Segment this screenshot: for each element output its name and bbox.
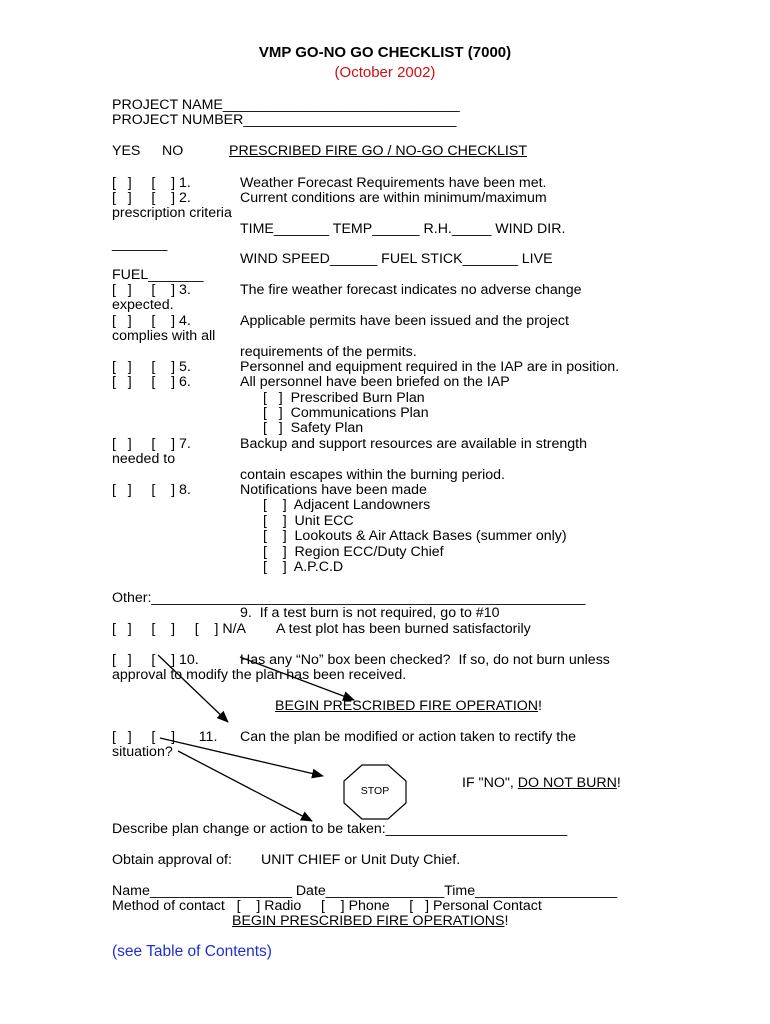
item-3-text: The fire weather forecast indicates no adverse change [240, 282, 582, 298]
yes-column-header: YES [112, 143, 141, 159]
item-4-text: Applicable permits have been issued and the project [240, 313, 569, 329]
item-3-checkboxes: [ ] [ ] 3. [112, 282, 191, 298]
item-2-wind-dir-blank: _______ [112, 236, 168, 252]
item-2-live-fuel: FUEL_______ [112, 267, 204, 283]
project-number-field: PROJECT NUMBER___________________________ [112, 112, 457, 128]
item-9-text: 9. If a test burn is not required, go to #10 [240, 605, 500, 621]
document-date: (October 2002) [334, 64, 436, 81]
item-6-safety-plan: [ ] Safety Plan [263, 420, 364, 436]
project-name-field: PROJECT NAME______________________________ [112, 97, 460, 113]
table-of-contents-link[interactable]: (see Table of Contents) [112, 943, 272, 960]
test-plot-text: A test plot has been burned satisfactorily [276, 621, 531, 637]
item-10-checkboxes: [ ] [ ] 10. [112, 652, 199, 668]
item-7-continuation: needed to [112, 451, 176, 467]
name-date-time-line: Name__________________ Date_______________Time__________________ [112, 883, 618, 899]
item-5-text: Personnel and equipment required in the IAP are in position. [240, 359, 620, 375]
begin-operation-text: BEGIN PRESCRIBED FIRE OPERATION [275, 698, 539, 714]
item-6-communications-plan: [ ] Communications Plan [263, 405, 429, 421]
item-4-continuation-2: requirements of the permits. [240, 344, 417, 360]
if-no-text: IF "NO", [462, 775, 518, 791]
approval-label: Obtain approval of: [112, 852, 232, 868]
item-1-text: Weather Forecast Requirements have been met. [240, 175, 547, 191]
item-11-text: Can the plan be modified or action taken to rectify the [240, 729, 576, 745]
item-5-checkboxes: [ ] [ ] 5. [112, 359, 191, 375]
item-6-burn-plan: [ ] Prescribed Burn Plan [263, 390, 425, 406]
item-2-weather-line-1: TIME_______ TEMP______ R.H._____ WIND DIR. [240, 221, 566, 237]
document-title: VMP GO-NO GO CHECKLIST (7000) [258, 44, 512, 61]
begin-operations-mark: ! [504, 913, 509, 929]
do-not-burn-mark: ! [616, 775, 621, 791]
arrow-10-to-11 [158, 655, 228, 722]
item-8-checkboxes: [ ] [ ] 8. [112, 482, 191, 498]
item-7-continuation-2: contain escapes within the burning period. [240, 467, 506, 483]
test-plot-checkboxes: [ ] [ ] [ ] N/A [112, 621, 247, 637]
item-10-text: Has any “No” box been checked? If so, do not burn unless [240, 652, 610, 668]
other-field: Other:_______________________________________________________ [112, 590, 586, 606]
item-2-weather-line-2: WIND SPEED______ FUEL STICK_______ LIVE [240, 251, 553, 267]
item-2-continuation: prescription criteria [112, 205, 232, 221]
item-8-region-ecc: [ ] Region ECC/Duty Chief [263, 544, 444, 560]
arrow-11-to-stop [160, 738, 323, 776]
item-2-text: Current conditions are within minimum/maximum [240, 190, 547, 206]
approval-value: UNIT CHIEF or Unit Duty Chief. [261, 852, 461, 868]
stop-sign-label: STOP [360, 785, 390, 797]
item-8-adjacent-landowners: [ ] Adjacent Landowners [263, 497, 431, 513]
item-4-checkboxes: [ ] [ ] 4. [112, 313, 191, 329]
item-8-apcd: [ ] A.P.C.D [263, 559, 344, 575]
item-1-checkboxes: [ ] [ ] 1. [112, 175, 191, 191]
checklist-heading: PRESCRIBED FIRE GO / NO-GO CHECKLIST [229, 143, 527, 159]
arrow-11-to-describe [178, 751, 312, 821]
item-8-unit-ecc: [ ] Unit ECC [263, 513, 354, 529]
item-8-text: Notifications have been made [240, 482, 427, 498]
item-8-lookouts: [ ] Lookouts & Air Attack Bases (summer only) [263, 528, 567, 544]
do-not-burn-text: DO NOT BURN [517, 775, 617, 791]
no-column-header: NO [162, 143, 184, 159]
begin-operation-mark: ! [538, 698, 542, 714]
item-7-checkboxes: [ ] [ ] 7. [112, 436, 191, 452]
method-of-contact-line: Method of contact [ ] Radio [ ] Phone [ ] Personal Contact [112, 898, 542, 914]
begin-operations-text: BEGIN PRESCRIBED FIRE OPERATIONS [232, 913, 505, 929]
item-7-text: Backup and support resources are available in strength [240, 436, 588, 452]
item-4-continuation: complies with all [112, 328, 216, 344]
item-6-text: All personnel have been briefed on the IAP [240, 374, 510, 390]
item-11-continuation: situation? [112, 744, 173, 760]
arrow-10-to-begin [240, 657, 354, 700]
item-6-checkboxes: [ ] [ ] 6. [112, 374, 191, 390]
item-3-continuation: expected. [112, 297, 174, 313]
item-10-continuation: approval to modify the plan has been received. [112, 667, 407, 683]
describe-change-field: Describe plan change or action to be taken:_______________________ [112, 821, 568, 837]
item-11-checkboxes: [ ] [ ] 11. [112, 729, 218, 745]
item-2-checkboxes: [ ] [ ] 2. [112, 190, 191, 206]
